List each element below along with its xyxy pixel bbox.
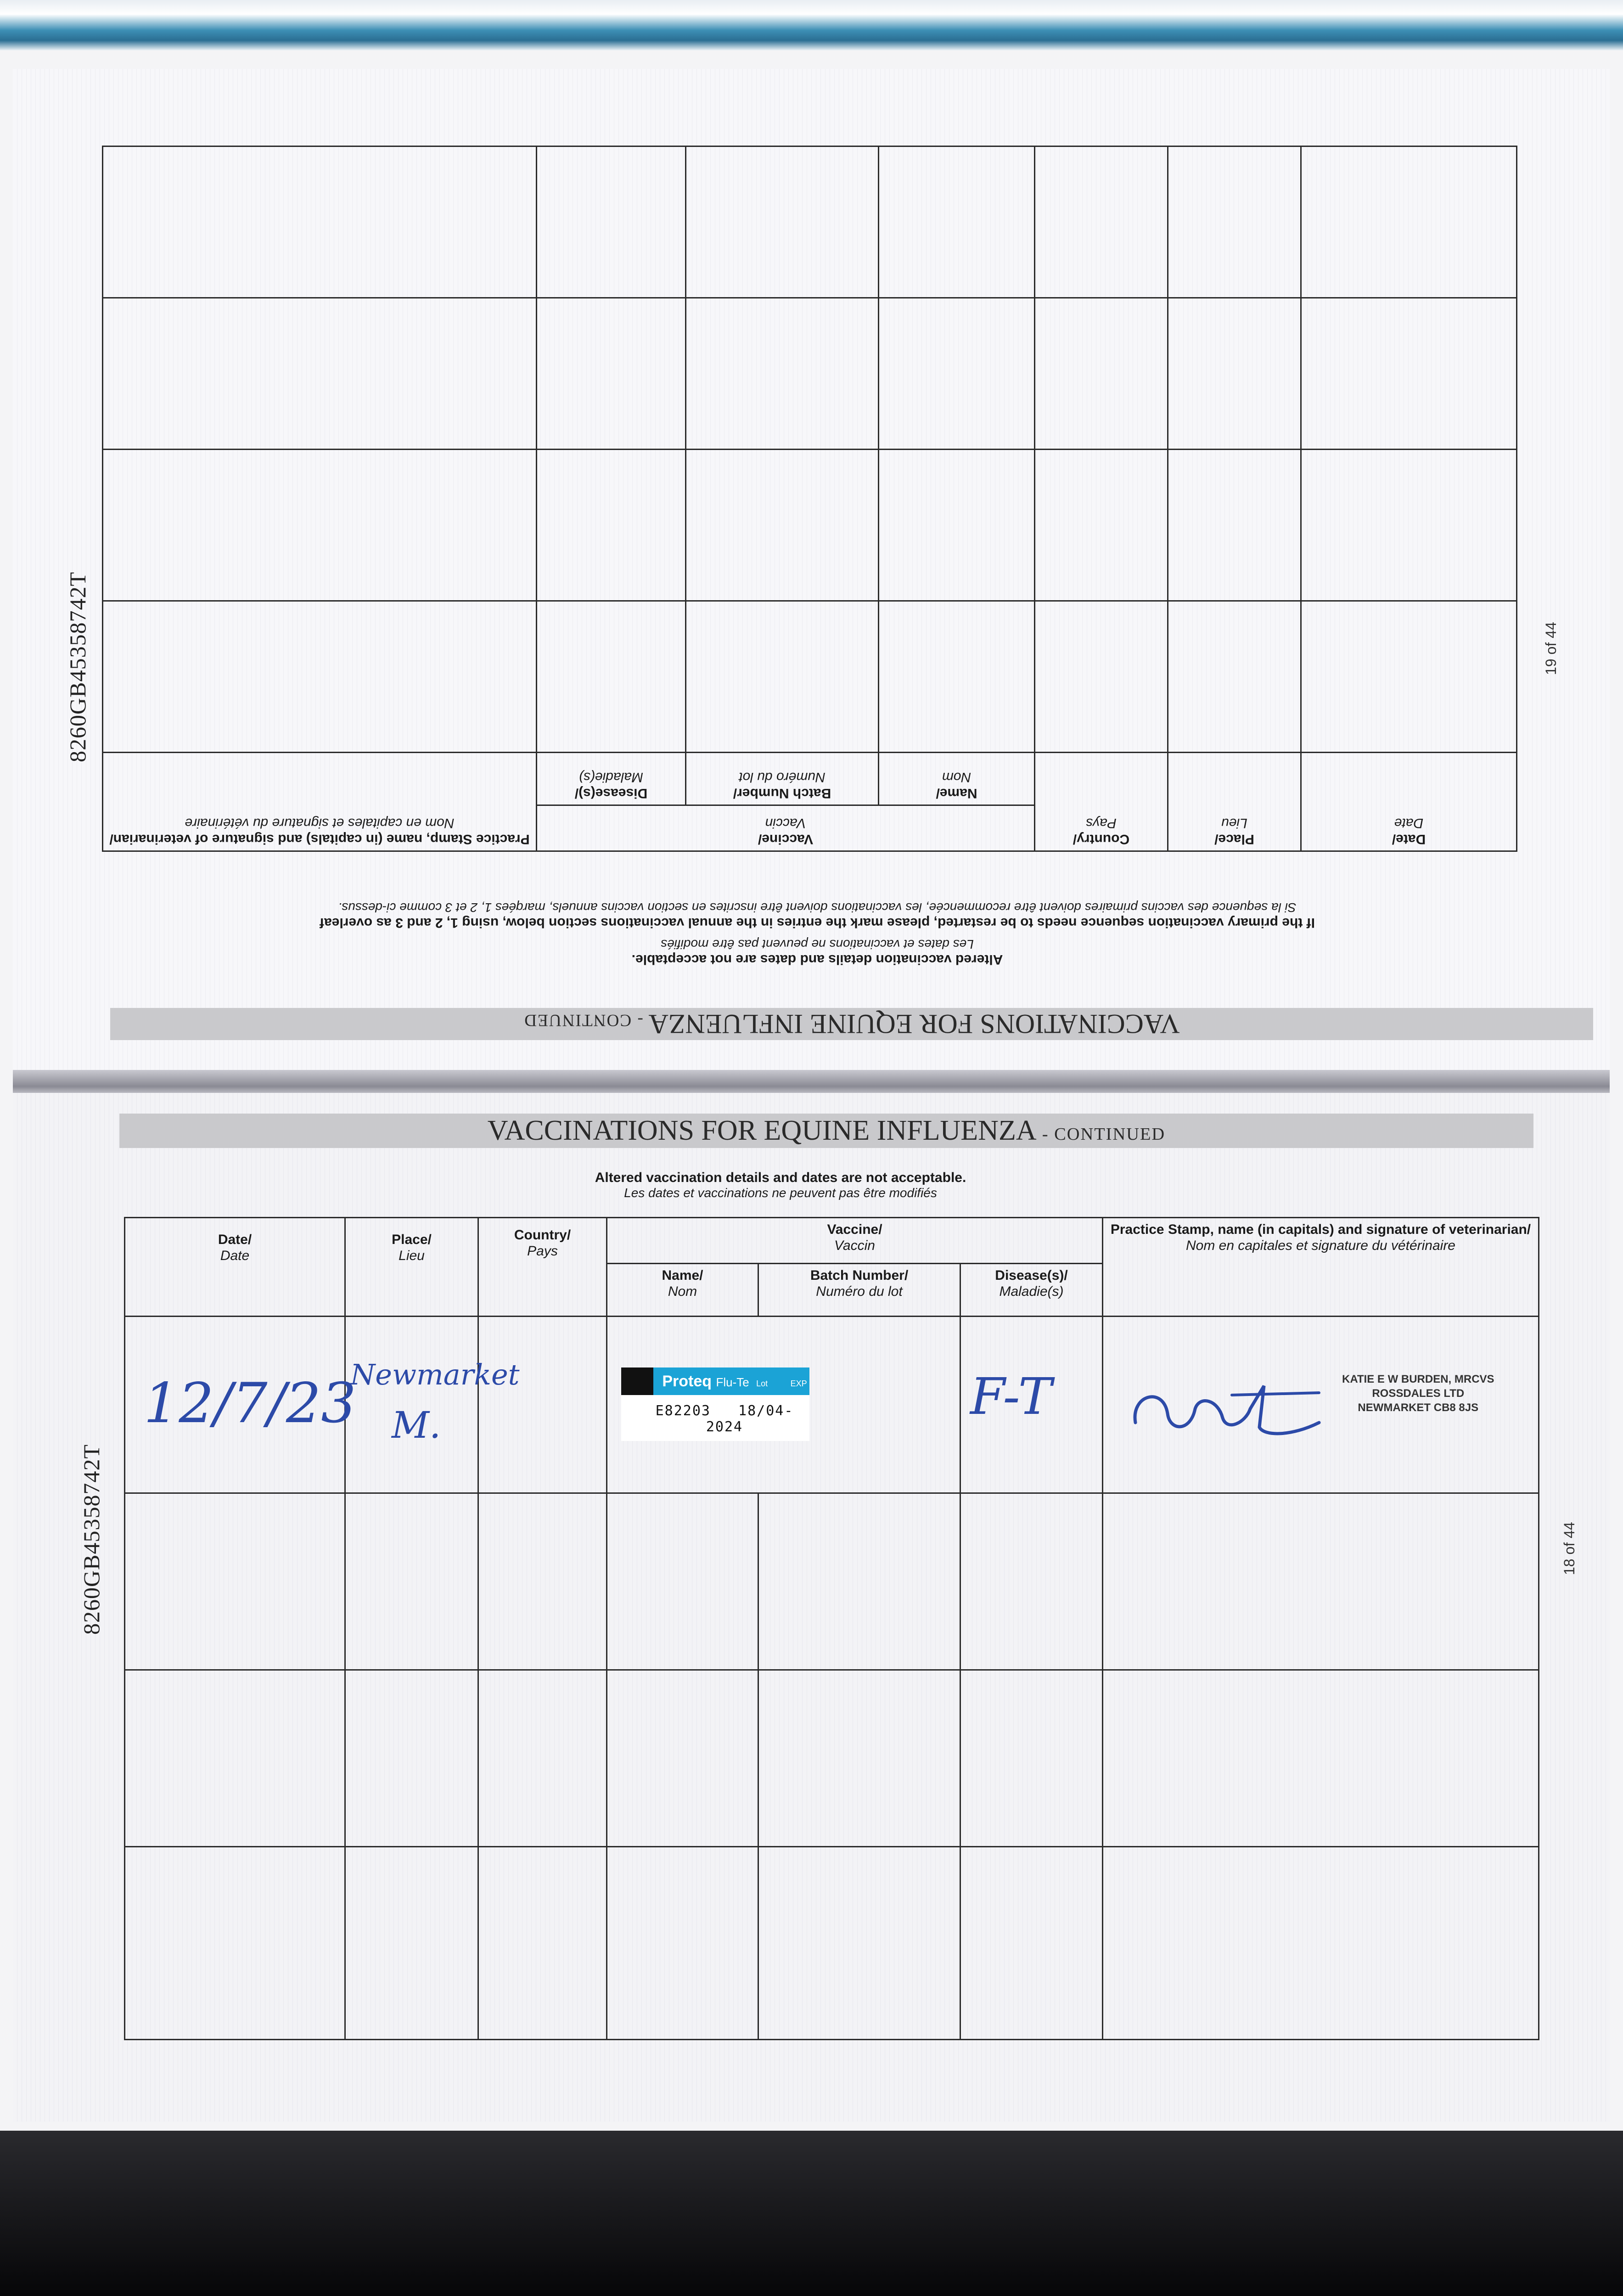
sticker-product: Flu-Te: [716, 1375, 749, 1389]
header-batch: Batch Number/ Numéro du lot: [758, 1264, 960, 1317]
header-vet: Practice Stamp, name (in capitals) and signature of veterinarian/ Nom en capitales et signature du vétérinaire: [1103, 1218, 1539, 1317]
table-row: [125, 1670, 1539, 1847]
sticker-exp-label: EXP: [790, 1379, 807, 1388]
notice-top: [220, 900, 1414, 967]
serial-number-top: 8260GB45358742T: [65, 572, 90, 762]
notice-restart-fr: Si la sequence des vaccins primaires doivent être recommencée, les vaccinations doivent être inscrites en section vaccins annuels, marqées 1, 2 et 3 comme ci-dessus.: [338, 900, 1297, 915]
entry-disease: F-T: [970, 1367, 1052, 1426]
header-place: Place/ Lieu: [1168, 753, 1301, 851]
header-disease: Disease(s)/ Maladie(s): [537, 753, 686, 805]
header-date: Date/ Date: [1301, 753, 1517, 851]
entry-country-cell: [478, 1317, 607, 1493]
table-row: [103, 298, 1517, 450]
entry-disease-cell: [960, 1317, 1103, 1493]
entry-vet-cell: [1103, 1317, 1539, 1493]
table-row: [125, 1317, 1539, 1493]
proteq-logo-icon: [621, 1367, 653, 1395]
scanner-top-edge: [0, 0, 1623, 51]
table-row: [125, 1493, 1539, 1670]
entry-date-cell: [125, 1317, 356, 1493]
header-place: Place/ Lieu: [345, 1218, 478, 1317]
header-country: Country/ Pays: [1035, 753, 1168, 851]
entry-place-line2: M.: [392, 1404, 441, 1446]
header-vaccine: Vaccine/ Vaccin: [607, 1218, 1103, 1264]
notice-altered-en: Altered vaccination details and dates are not acceptable.: [595, 1170, 966, 1185]
vaccination-table-top: [103, 147, 1517, 852]
notice-altered-en: Altered vaccination details and dates are not acceptable.: [631, 952, 1003, 967]
sticker-codes: [640, 1403, 809, 1435]
notice-bottom: [413, 1170, 1148, 1200]
header-batch: Batch Number/ Numéro du lot: [686, 753, 879, 805]
notice-altered-fr: Les dates et vaccinations ne peuvent pas être modifiés: [661, 937, 974, 951]
table-row: [103, 146, 1517, 298]
stamp-line-3: NEWMARKET CB8 8JS: [1358, 1401, 1479, 1414]
notice-altered-fr: Les dates et vaccinations ne peuvent pas être modifiés: [624, 1186, 937, 1200]
section-banner-top: [110, 1008, 1593, 1040]
header-vaccine: Vaccine/ Vaccin: [537, 805, 1035, 851]
banner-title: VACCINATIONS FOR EQUINE INFLUENZA: [650, 1009, 1180, 1039]
entry-expiry: 18/04-2024: [706, 1403, 794, 1435]
vaccination-table-bottom: [124, 1217, 1539, 2040]
banner-suffix: - CONTINUED: [523, 1011, 643, 1030]
banner-title: VACCINATIONS FOR EQUINE INFLUENZA: [487, 1115, 1035, 1146]
entry-place-cell: [345, 1317, 520, 1493]
table-row: [125, 1847, 1539, 2040]
vaccine-batch-sticker: [621, 1367, 809, 1441]
entry-vaccine-cell: [607, 1317, 960, 1493]
table-row: [103, 450, 1517, 601]
practice-stamp: [1342, 1372, 1494, 1415]
table-row: [103, 601, 1517, 753]
header-disease: Disease(s)/ Maladie(s): [960, 1264, 1103, 1317]
page-number-top: 19 of 44: [1543, 622, 1559, 675]
veterinarian-signature: [1126, 1367, 1328, 1450]
serial-number-bottom: 8260GB45358742T: [79, 1444, 104, 1635]
entry-place: Newmarket: [350, 1358, 520, 1391]
header-date: Date/ Date: [125, 1218, 345, 1317]
header-name: Name/ Nom: [879, 753, 1035, 805]
sticker-lot-label: Lot: [756, 1379, 768, 1388]
header-country: Country/ Pays: [478, 1218, 607, 1317]
sticker-band: [653, 1367, 809, 1395]
scanner-bottom-edge: [0, 2131, 1623, 2296]
header-name: Name/ Nom: [607, 1264, 758, 1317]
page-number-bottom: 18 of 44: [1561, 1522, 1578, 1575]
notice-restart-en: If the primary vaccination sequence needs to be restarted, please mark the entries in the annual vaccinations section below, using 1, 2 and 3 as overleaf: [320, 915, 1315, 930]
entry-date: 12/7/23: [144, 1372, 356, 1435]
stamp-line-1: KATIE E W BURDEN, MRCVS: [1342, 1373, 1494, 1385]
section-banner-bottom: [119, 1114, 1533, 1148]
stamp-line-2: ROSSDALES LTD: [1372, 1387, 1465, 1400]
entry-batch: E82203: [655, 1403, 711, 1419]
banner-suffix: - CONTINUED: [1042, 1125, 1166, 1144]
sticker-brand: Proteq: [662, 1373, 712, 1390]
header-vet: Practice Stamp, name (in capitals) and signature of veterinarian/ Nom en capitales et signature du vétérinaire: [103, 753, 537, 851]
